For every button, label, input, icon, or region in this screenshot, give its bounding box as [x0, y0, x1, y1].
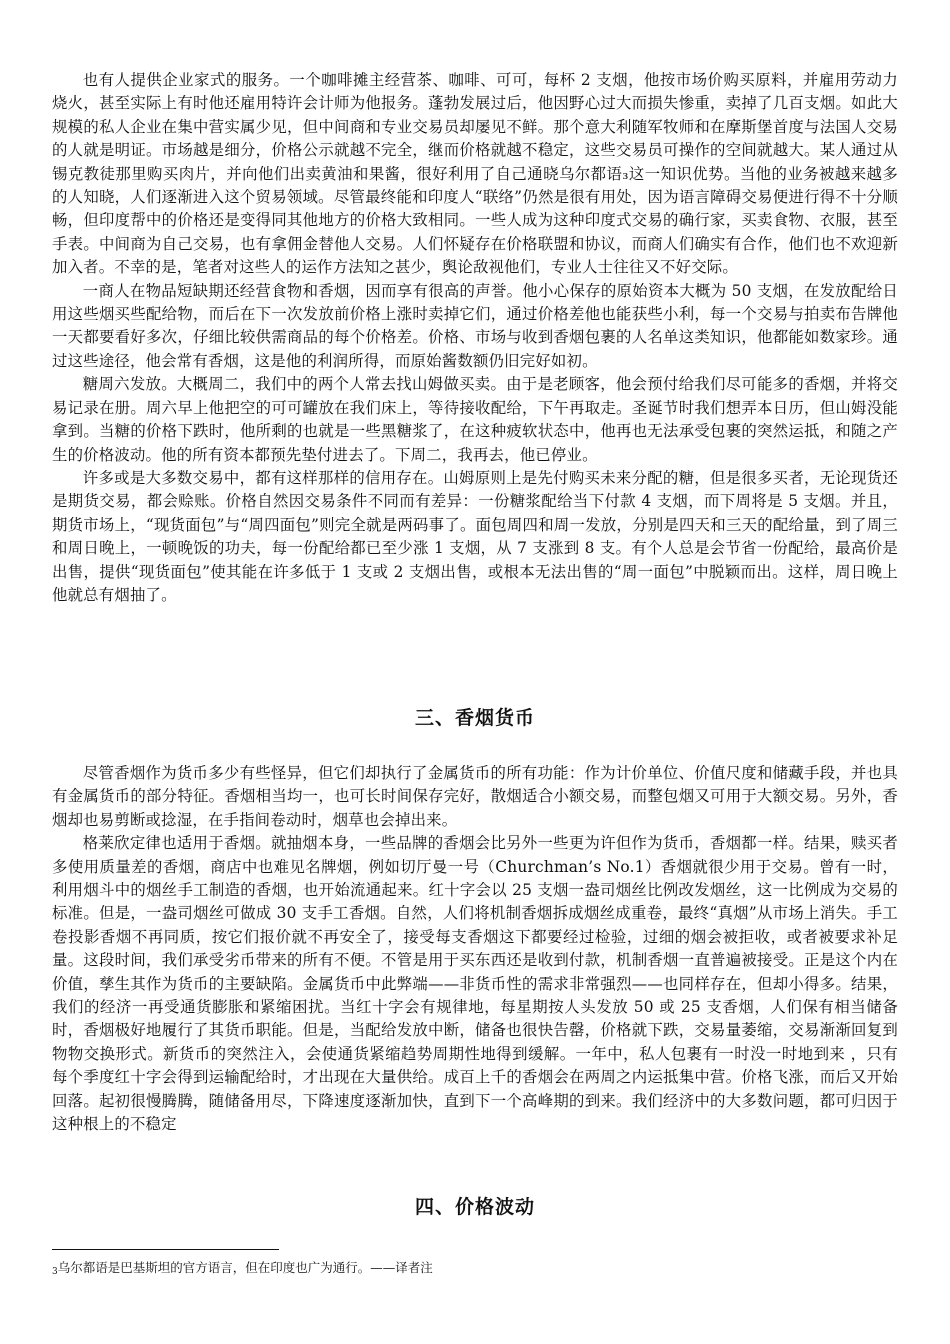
- paragraph: 格莱欣定律也适用于香烟。就抽烟本身，一些品牌的香烟会比另外一些更为许但作为货币，香烟都一样。结果，赎买者多使用质量差的香烟，商店中也难见名牌烟，例如切厅曼一号（Churchman’s No.1）香烟就很少用于交易。曾有一时，利用烟斗中的烟丝手工制造的香烟，也开始流通起来。红十字会以 25 支烟一盎司烟丝比例改发烟丝，这一比例成为交易的标准。但是，一盎司烟丝可做成 30 支手工香烟。自然，人们将机制香烟拆成烟丝成重卷，最终“真烟”从市场上消失。手工卷投影香烟不再同质，按它们报价就不再安全了，接受每支香烟这下都要经过检验，过细的烟会被拒收，或者被要求补足量。这段时间，我们承受劣币带来的所有不便。不管是用于买东西还是收到付款，机制香烟一直普遍被接受。正是这个内在价值，孳生其作为货币的主要缺陷。金属货币中此弊端——非货币性的需求非常强烈——也同样存在，但却小得多。结果，我们的经济一再受通货膨胀和紧缩困扰。当红十字会有规律地，每星期按人头发放 50 或 25 支香烟，人们保有相当储备时，香烟极好地履行了其货币职能。但是，当配给发放中断，储备也很快告罄，价格就下跌，交易量萎缩，交易渐渐回复到物物交换形式。新货币的突然注入，会使通货紧缩趋势周期性地得到缓解。一年中，私人包裹有一时没一时地到来 ，只有每个季度红十字会得到运输配给时，才出现在大量供给。成百上千的香烟会在两周之内运抵集中营。价格飞涨，而后又开始回落。起初很慢腾腾，随储备用尽，下降速度逐渐加快，直到下一个高峰期的到来。我们经济中的大多数问题，都可归因于这种根上的不稳定: [52, 834, 898, 1134]
- footnote-marker: 3: [52, 1267, 58, 1277]
- paragraph: 许多或是大多数交易中，都有这样那样的信用存在。山姆原则上是先付购买未来分配的糖，但是很多买者，无论现货还是期货交易，都会赊账。价格自然因交易条件不同而有差异：一份糖浆配给当下付款 4 支烟，而下周将是 5 支烟。并且，期货市场上，“现货面包”与“周四面包”则完全就是两码事了。面包周四和周一发放，分别是四天和三天的配给量，到了周三和周日晚上，一顿晚饭的功夫，每一份配给都已至少涨 1 支烟，从 7 支涨到 8 支。有个人总是会节省一份配给，最高价是出售，提供“现货面包”使其能在许多低于 1 支或 2 支烟出售，或根本无法出售的“周一面包”中脱颖而出。这样，周日晚上他就总有烟抽了。: [52, 468, 898, 604]
- section-3-body: [52, 762, 898, 1137]
- paragraph: 一商人在物品短缺期还经营食物和香烟，因而享有很高的声誉。他小心保存的原始资本大概为 50 支烟，在发放配给日用这些烟买些配给物，而后在下一次发放前价格上涨时卖掉它们，通过价格差他也能获些小利，每一个交易与拍卖布告牌他一天都要看好多次，仔细比较供需商品的每个价格差。价格、市场与收到香烟包裹的人名单这类知识，他都能如数家珍。通过这些途径，他会常有香烟，这是他的利润所得，而原始酱数额仍旧完好如初。: [52, 281, 898, 370]
- section-4-heading: 四、价格波动: [414, 1196, 535, 1218]
- section-2-body: [52, 69, 898, 607]
- paragraph: 也有人提供企业家式的服务。一个咖啡摊主经营茶、咖啡、可可，每杯 2 支烟，他按市场价购买原料，并雇用劳动力烧火，甚至实际上有时他还雇用特许会计师为他报务。蓬勃发展过后，他因野心过大而损失惨重，卖掉了几百支烟。如此大规模的私人企业在集中营实属少见，但中间商和专业交易员却屡见不鲜。那个意大利随军牧师和在摩斯堡首度与法国人交易的人就是明证。市场越是细分，价格公示就越不完全，继而价格就越不稳定，这些交易员可操作的空间就越大。某人通过从锡克教徒那里购买肉片，并向他们出卖黄油和果酱，很好利用了自己通晓乌尔都语₃这一知识优势。当他的业务被越来越多的人知晓，人们逐渐进入这个贸易领域。尽管最终能和印度人“联络”仍然是很有用处，因为语言障碍交易便进行得不十分顺畅，但印度帮中的价格还是变得同其他地方的价格大致相同。一些人成为这种印度式交易的确行家，买卖食物、衣服，甚至手表。中间商为自己交易，也有拿佣金替他人交易。人们怀疑存在价格联盟和协议，而商人们确实有合作，他们也不欢迎新加入者。不幸的是，笔者对这些人的运作方法知之甚少，舆论敌视他们，专业人士往往又不好交际。: [52, 71, 898, 277]
- section-3-heading: 三、香烟货币: [414, 707, 535, 729]
- footnote-text: 乌尔都语是巴基斯坦的官方语言，但在印度也广为通行。——译者注: [57, 1260, 433, 1275]
- paragraph: 糖周六发放。大概周二，我们中的两个人常去找山姆做买卖。由于是老顾客，他会预付给我们尽可能多的香烟，并将交易记录在册。周六早上他把空的可可罐放在我们床上，等待接收配给，下午再取走。圣诞节时我们想弄本日历，但山姆没能拿到。当糖的价格下跌时，他所剩的也就是一些黑糖浆了，在这种疲软状态中，他再也无法承受包裹的突然运抵，和随之产生的价格波动。他的所有资本都预先垫付进去了。下周二，我再去，他已停业。: [52, 375, 898, 464]
- footnote: [52, 1259, 898, 1279]
- paragraph: 尽管香烟作为货币多少有些怪异，但它们却执行了金属货币的所有功能：作为计价单位、价值尺度和储藏手段，并也具有金属货币的部分特征。香烟相当均一，也可长时间保存完好，散烟适合小额交易，而整包烟又可用于大额交易。另外，香烟却也易剪断或捻湿，在手指间卷动时，烟草也会掉出来。: [52, 764, 898, 829]
- footnote-divider: [52, 1249, 279, 1250]
